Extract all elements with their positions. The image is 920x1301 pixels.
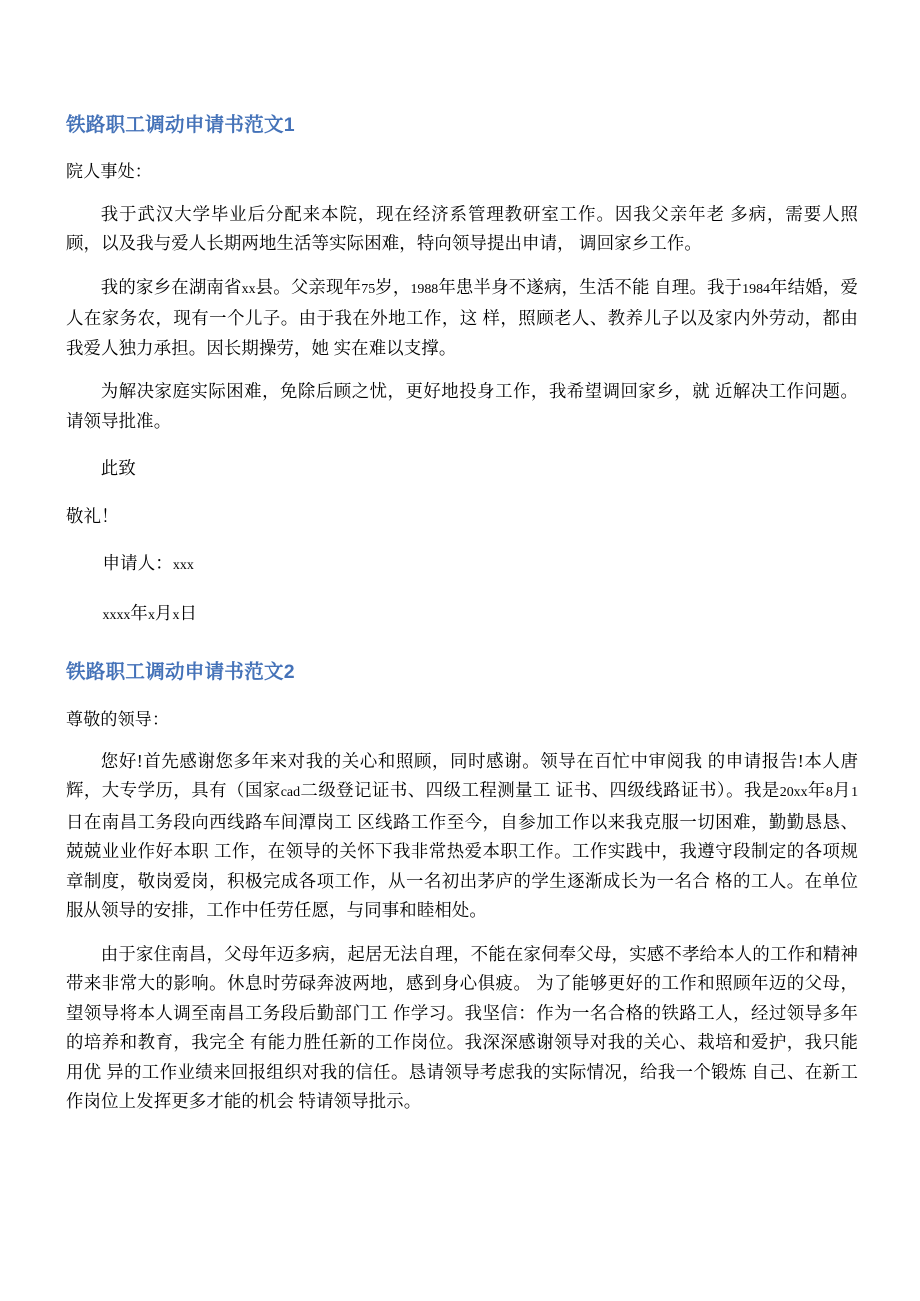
section-1-paragraph-2: 我的家乡在湖南省xx县。父亲现年75岁，1988年患半身不遂病，生活不能 自理。我于1984年结婚，爱人在家务农，现有一个儿子。由于我在外地工作，这 样，照顾老人、教养儿子以及家内外劳动，都由我爱人独力承担。因长期操劳，她 实在难以支撑。: [66, 276, 858, 358]
section-2-paragraph-2: 由于家住南昌，父母年迈多病，起居无法自理，不能在家伺奉父母，实感不孝给本人的工作和精神带来非常大的影响。休息时劳碌奔波两地，感到身心俱疲。 为了能够更好的工作和照顾年迈的父母，望领导将本人调至南昌工务段后勤部门工 作学习。我坚信：作为一名合格的铁路工人，经过领导多年的培养和教育，我完全 有能力胜任新的工作岗位。我深深感谢领导对我的关心、栽培和爱护，我只能用优 异的工作业绩来回报组织对我的信任。恳请领导考虑我的实际情况，给我一个锻炼 自己、在新工作岗位上发挥更多才能的机会 特请领导批示。: [66, 943, 858, 1112]
section-1-heading: 铁路职工调动申请书范文1: [66, 114, 295, 136]
document-content: [66, 0, 858, 1117]
section-1-applicant: 申请人：xxx: [102, 553, 194, 574]
section-2-paragraph-1: 您好!首先感谢您多年来对我的关心和照顾，同时感谢。领导在百忙中审阅我 的申请报告!本人唐辉，大专学历，具有（国家cad二级登记证书、四级工程测量工 证书、四级线路证书）。我是20xx年8月1日在南昌工务段向西线路车间潭岗工 区线路工作至今，自参加工作以来我克服一切困难，勤勤恳恳、兢兢业业作好本职 工作，在领导的关怀下我非常热爱本职工作。工作实践中，我遵守段制定的各项规 章制度，敬岗爱岗，积极完成各项工作，从一名初出茅庐的学生逐渐成长为一名合 格的工人。在单位服从领导的安排，工作中任劳任愿，与同事和睦相处。: [66, 750, 859, 921]
section-1-salutation: 院人事处：: [66, 162, 152, 182]
section-2: [66, 660, 858, 1117]
section-2-heading: 铁路职工调动申请书范文2: [66, 661, 295, 684]
section-1-closing-salute: 敬礼！: [66, 505, 119, 526]
section-2-salutation: 尊敬的领导：: [66, 709, 170, 729]
section-1-closing-this-to: 此致: [100, 458, 136, 479]
section-1-date: xxxx年x月x日: [102, 602, 198, 623]
section-1-paragraph-3: 为解决家庭实际困难，免除后顾之忧，更好地投身工作，我希望调回家乡，就 近解决工作问题。请领导批准。: [66, 381, 858, 431]
section-1-paragraph-1: 我于武汉大学毕业后分配来本院，现在经济系管理教研室工作。因我父亲年老 多病，需要人照顾，以及我与爱人长期两地生活等实际困难，特向领导提出申请， 调回家乡工作。: [66, 203, 858, 254]
section-1: [66, 113, 858, 630]
